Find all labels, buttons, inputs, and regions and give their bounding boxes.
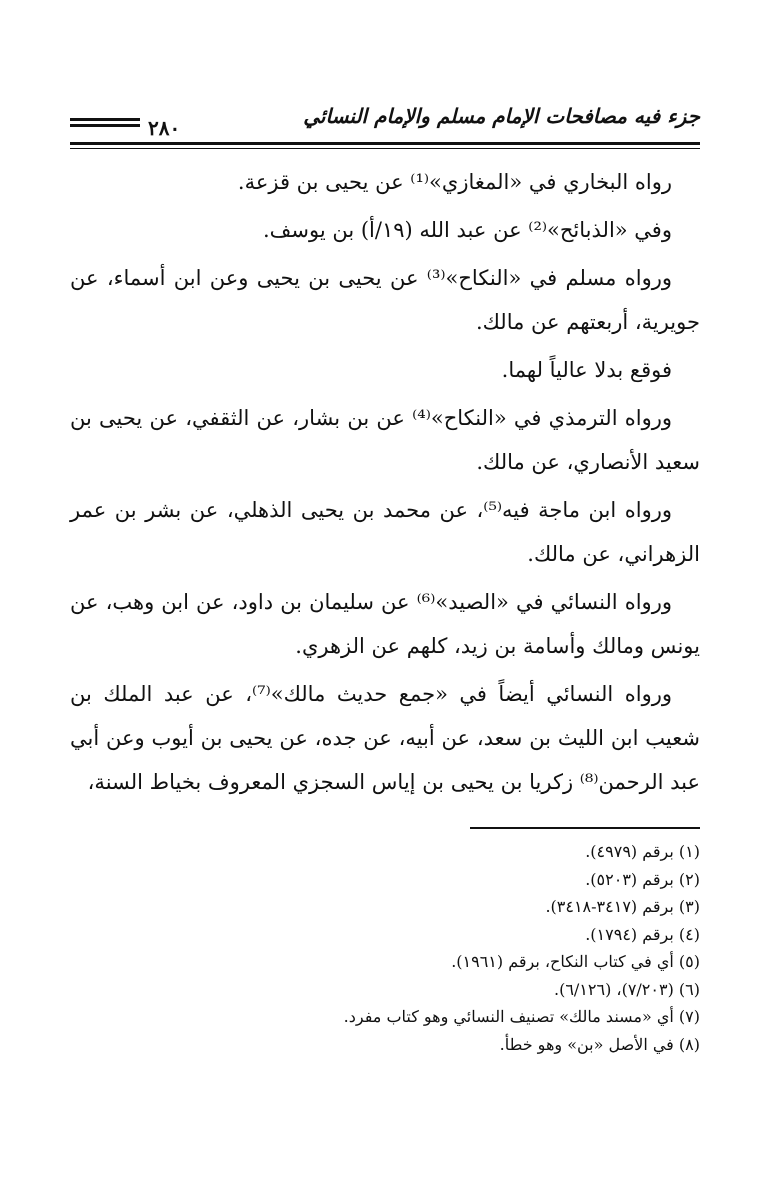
page-header (70, 104, 700, 150)
page-number-block (70, 116, 182, 140)
footnote: (٨) في الأصل «بن» وهو خطأ. (499, 1034, 700, 1054)
footnote-separator (470, 827, 700, 829)
main-text (70, 160, 700, 808)
paragraph: ورواه الترمذي في «النكاح»⁽⁴⁾ عن بن بشار، عن الثقفي، عن يحيى بن سعيد الأنصاري، عن مالك. (70, 406, 700, 474)
footnotes-list (70, 838, 700, 1058)
footnote: (٧) أي «مسند مالك» تصنيف النسائي وهو كتاب مفرد. (343, 1007, 700, 1026)
header-rule-thin (70, 148, 700, 149)
paragraph: ورواه النسائي أيضاً في «جمع حديث مالك»⁽⁷⁾، عن عبد الملك بن شعيب ابن الليث بن سعد، عن أبيه، عن جده، عن يحيى بن أيوب وعن أبي عبد الرحمن⁽⁸⁾ زكريا بن يحيى بن إياس السجزي المعروف بخياط السنة، (70, 682, 700, 794)
paragraph: فوقع بدلا عالياً لهما. (501, 358, 672, 382)
footnote: (١) برقم (٤٩٧٩). (585, 842, 700, 861)
footnote: (٢) برقم (٥٢٠٣). (585, 869, 700, 889)
page-number-ornament (70, 118, 140, 127)
paragraph: ورواه النسائي في «الصيد»⁽⁶⁾ عن سليمان بن داود، عن ابن وهب، عن يونس ومالك وأسامة بن زيد، كلهم عن الزهري. (70, 590, 700, 658)
running-title: جزء فيه مصافحات الإمام مسلم والإمام النسائي (303, 104, 700, 128)
paragraph: وفي «الذبائح»⁽²⁾ عن عبد الله (١٩/أ) بن يوسف. (262, 218, 672, 242)
page-number: ٢٨٠ (148, 116, 181, 140)
footnote: (٥) أي في كتاب النكاح، برقم (١٩٦١). (451, 952, 700, 971)
header-rule-thick (70, 142, 700, 145)
footnote: (٦) (٧/٢٠٣)، (٦/١٢٦). (553, 979, 700, 999)
footnote: (٤) برقم (١٧٩٤). (585, 924, 700, 944)
paragraph: ورواه مسلم في «النكاح»⁽³⁾ عن يحيى بن يحيى وعن ابن أسماء، عن جويرية، أربعتهم عن مالك. (70, 266, 700, 334)
paragraph: ورواه ابن ماجة فيه⁽⁵⁾، عن محمد بن يحيى الذهلي، عن بشر بن عمر الزهراني، عن مالك. (70, 498, 700, 566)
footnote: (٣) برقم (٣٤١٧-٣٤١٨). (545, 897, 700, 916)
paragraph: رواه البخاري في «المغازي»⁽¹⁾ عن يحيى بن قزعة. (237, 170, 672, 194)
